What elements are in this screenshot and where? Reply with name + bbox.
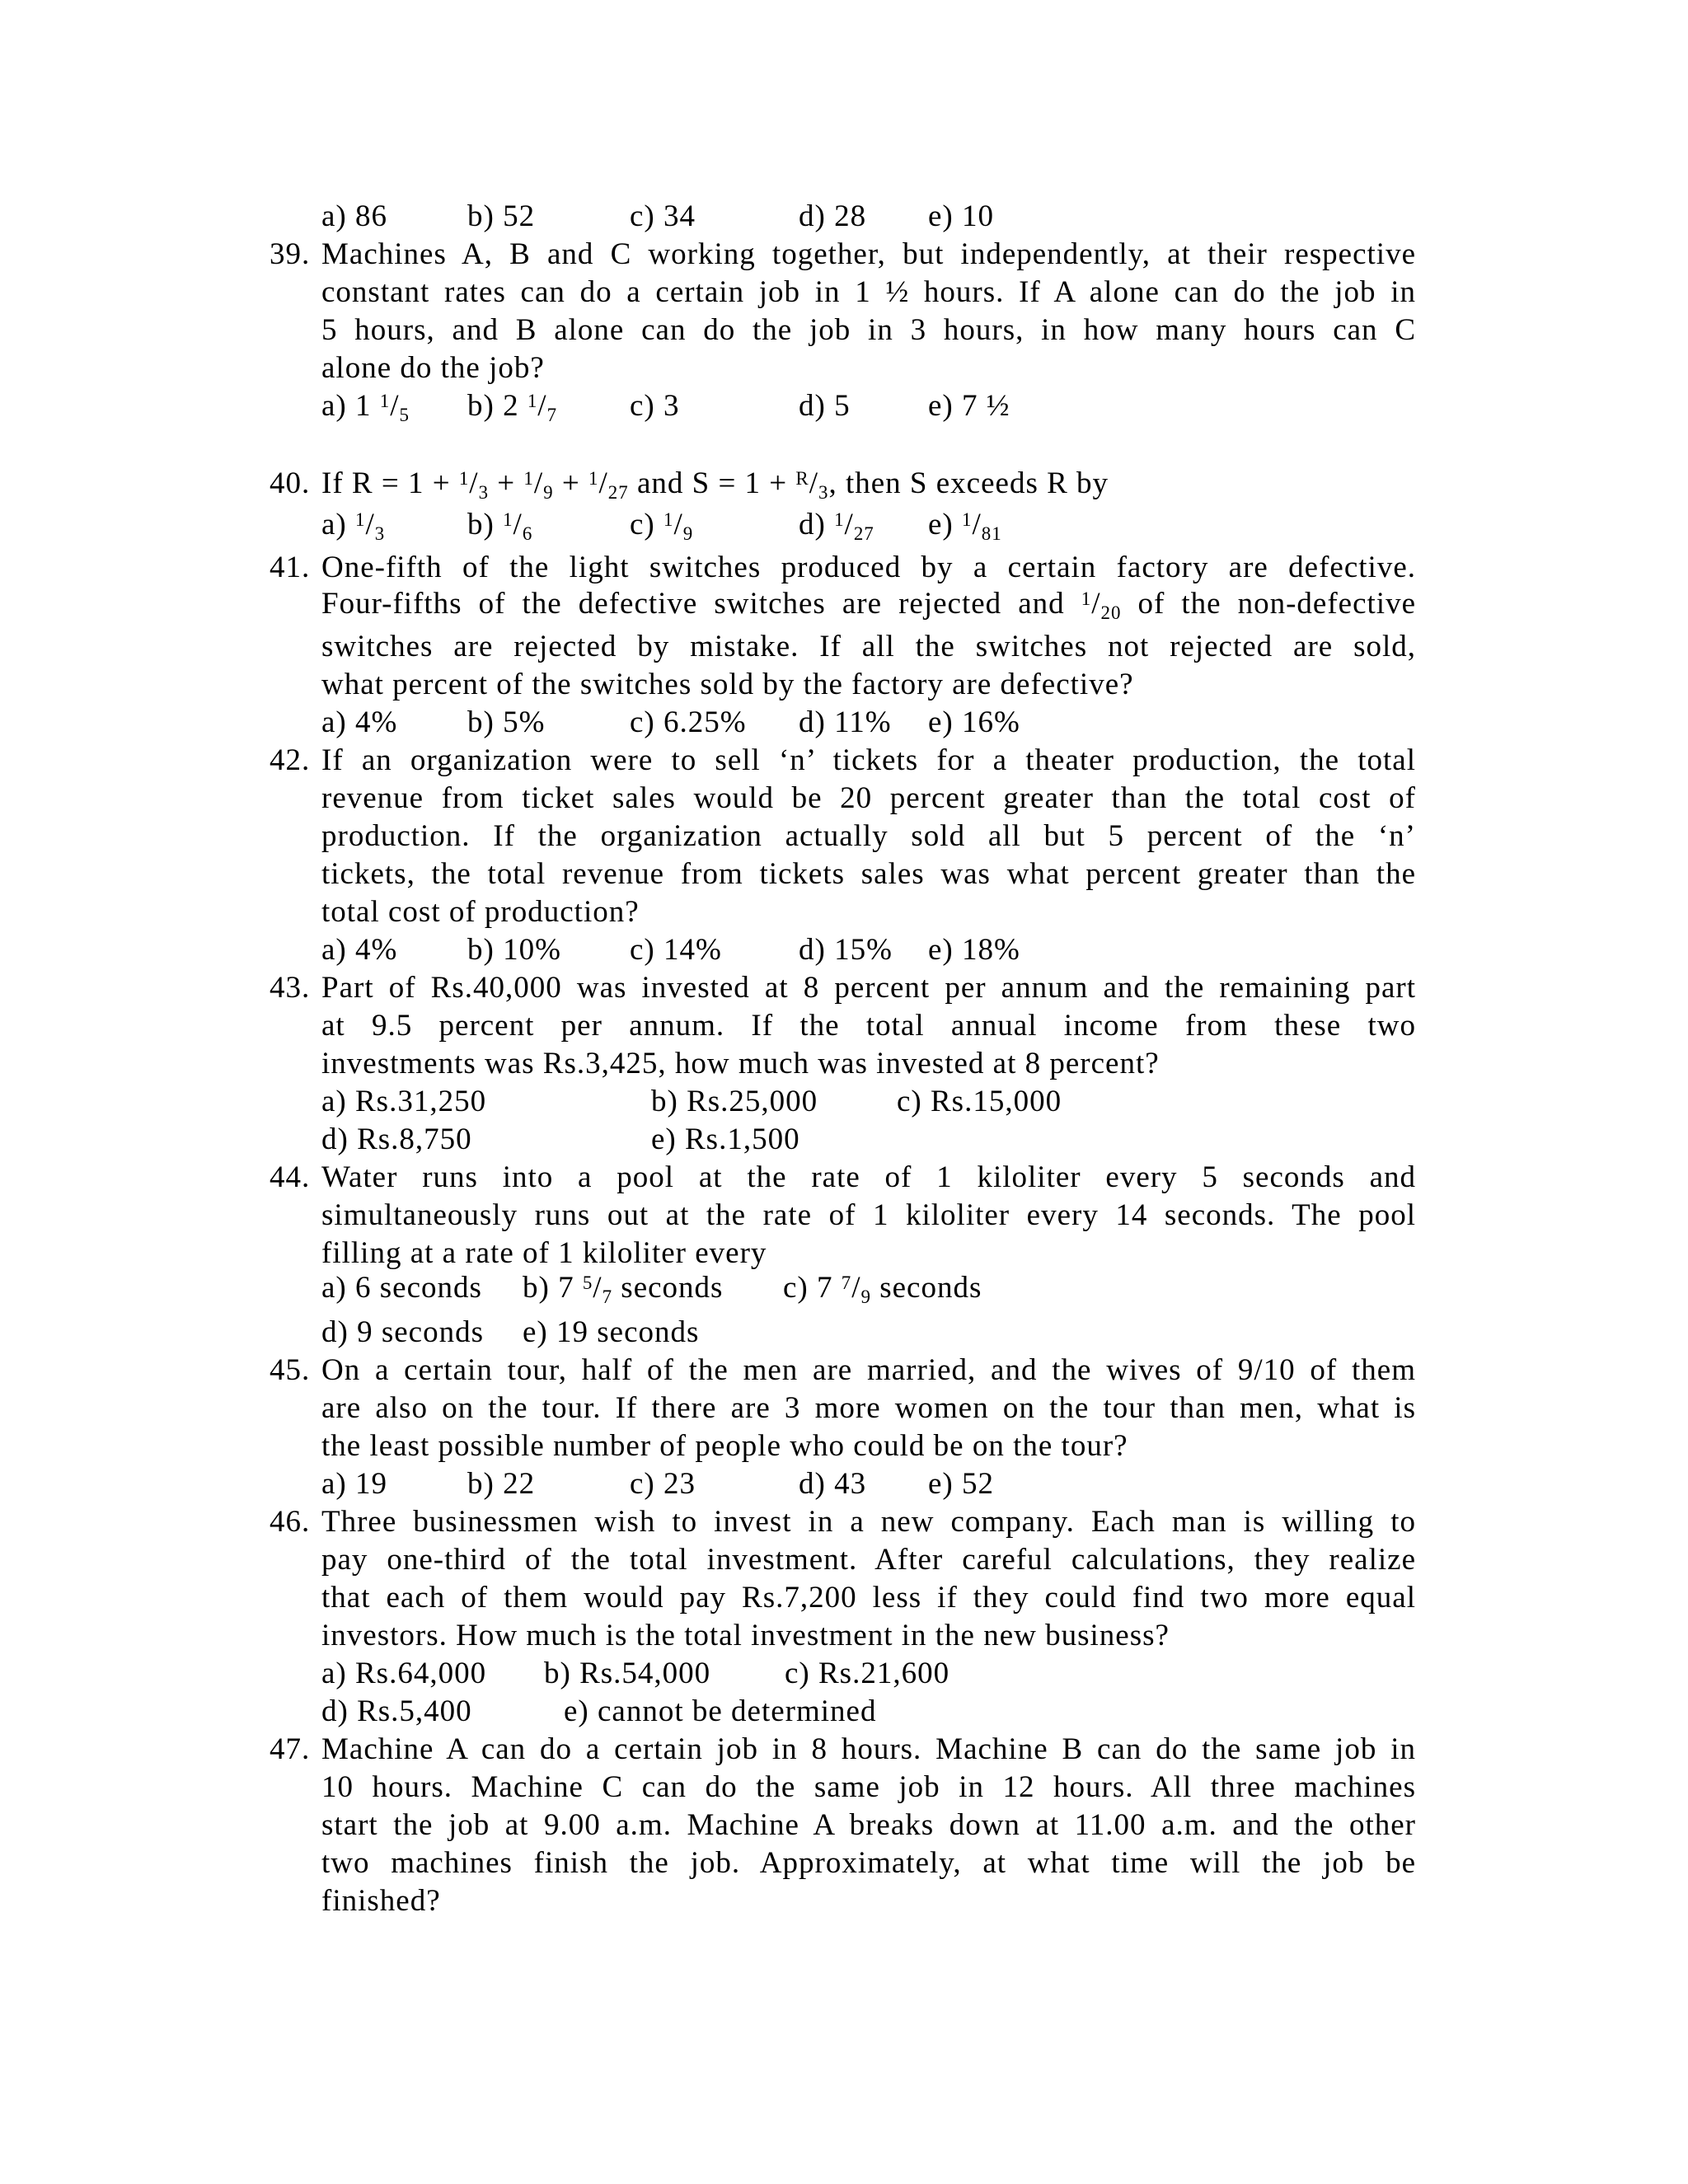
option-b: b) 7 $^5/_7$ seconds [523, 1271, 724, 1307]
option-b: b) 2 $^1/_7$ [467, 389, 558, 425]
question-text-line: pay one-third of the total investment. After careful calculations, they realize [321, 1543, 1416, 1577]
option-d: d) 15% [799, 933, 893, 967]
option-b: b) Rs.25,000 [651, 1085, 818, 1118]
question-text-line: constant rates can do a certain job in 1 ½ hours. If A alone can do the job in [321, 275, 1416, 309]
option-d: d) 9 seconds [321, 1315, 484, 1349]
question-text-line: investments was Rs.3,425, how much was invested at 8 percent? [321, 1047, 1160, 1080]
option-b: b) 5% [467, 705, 546, 739]
option-a: a) 4% [321, 933, 398, 967]
option-c: c) 7 $^7/_9$ seconds [783, 1271, 982, 1307]
option-d: d) 5 [799, 389, 851, 423]
question-text-line: finished? [321, 1884, 441, 1918]
option-c: c) Rs.21,600 [785, 1657, 950, 1690]
option-d: d) 11% [799, 705, 892, 739]
option-a: a) 19 [321, 1467, 387, 1501]
question-number: 43. [270, 971, 311, 1005]
question-number: 41. [270, 551, 311, 584]
option-a: a) $^1/_3$ [321, 508, 386, 544]
question-number: 44. [270, 1160, 311, 1194]
option-d: d) $^1/_{27}$ [799, 508, 874, 544]
question-text-line: 5 hours, and B alone can do the job in 3 hours, in how many hours can C [321, 313, 1416, 347]
option-e: e) cannot be determined [564, 1694, 877, 1728]
question-text-line: One-fifth of the light switches produced by a certain factory are defective. [321, 551, 1416, 584]
q38-option-d: d) 28 [799, 199, 867, 233]
question-number: 47. [270, 1732, 311, 1766]
question-text-line: total cost of production? [321, 895, 640, 929]
option-e: e) 52 [928, 1467, 994, 1501]
option-a: a) 4% [321, 705, 398, 739]
question-text-line: at 9.5 percent per annum. If the total annual income from these two [321, 1009, 1416, 1043]
question-text-line: If $R = 1 + ^1/_3 + ^1/_9 + ^1/_{27}$ and $S = 1 + ^R/_3$, then S exceeds R by [321, 466, 1109, 503]
question-text-line: two machines finish the job. Approximately, at what time will the job be [321, 1846, 1416, 1880]
question-number: 39. [270, 237, 311, 271]
question-text-line: On a certain tour, half of the men are married, and the wives of 9/10 of them [321, 1353, 1416, 1387]
question-text-line: simultaneously runs out at the rate of 1 kiloliter every 14 seconds. The pool [321, 1198, 1416, 1232]
option-d: d) 43 [799, 1467, 867, 1501]
option-e: e) 16% [928, 705, 1020, 739]
question-text-line: 10 hours. Machine C can do the same job in 12 hours. All three machines [321, 1770, 1416, 1804]
question-text-line: Machine A can do a certain job in 8 hours. Machine B can do the same job in [321, 1732, 1416, 1766]
option-c: c) 3 [630, 389, 680, 423]
option-b: b) 10% [467, 933, 561, 967]
question-number: 42. [270, 743, 311, 777]
option-e: e) $^1/_{81}$ [928, 508, 1002, 544]
option-b: b) $^1/_6$ [467, 508, 533, 544]
question-text-line: production. If the organization actually sold all but 5 percent of the ‘n’ [321, 819, 1416, 853]
option-a: a) 1 $^1/_5$ [321, 389, 410, 425]
question-text-line: alone do the job? [321, 351, 545, 385]
q38-option-e: e) 10 [928, 199, 994, 233]
question-text-line: switches are rejected by mistake. If all the switches not rejected are sold, [321, 630, 1416, 663]
question-number: 40. [270, 466, 311, 500]
option-e: e) 19 seconds [523, 1315, 700, 1349]
option-a: a) Rs.64,000 [321, 1657, 487, 1690]
question-text-line: that each of them would pay Rs.7,200 less if they could find two more equal [321, 1581, 1416, 1615]
option-e: e) Rs.1,500 [651, 1122, 800, 1156]
question-text-line: revenue from ticket sales would be 20 percent greater than the total cost of [321, 781, 1416, 815]
question-text-line: Part of Rs.40,000 was invested at 8 percent per annum and the remaining part [321, 971, 1416, 1005]
question-text-line: Machines A, B and C working together, but independently, at their respective [321, 237, 1416, 271]
option-a: a) Rs.31,250 [321, 1085, 487, 1118]
option-d: d) Rs.8,750 [321, 1122, 472, 1156]
question-number: 45. [270, 1353, 311, 1387]
question-text-line: what percent of the switches sold by the factory are defective? [321, 668, 1134, 701]
question-text-line: investors. How much is the total investment in the new business? [321, 1619, 1170, 1652]
option-c: c) 6.25% [630, 705, 747, 739]
question-text-line: If an organization were to sell ‘n’ tickets for a theater production, the total [321, 743, 1416, 777]
option-c: c) Rs.15,000 [897, 1085, 1062, 1118]
question-text-line: filling at a rate of 1 kiloliter every [321, 1236, 767, 1270]
option-e: e) 18% [928, 933, 1020, 967]
q38-option-b: b) 52 [467, 199, 536, 233]
question-text-line: Four-fifths of the defective switches are rejected and $^1/_{20}$ of the non-defective [321, 587, 1416, 623]
option-c: c) $^1/_9$ [630, 508, 694, 544]
question-number: 46. [270, 1505, 311, 1539]
option-b: b) Rs.54,000 [544, 1657, 711, 1690]
option-b: b) 22 [467, 1467, 536, 1501]
option-e: e) 7 ½ [928, 389, 1010, 423]
option-a: a) 6 seconds [321, 1271, 482, 1305]
q38-option-c: c) 34 [630, 199, 696, 233]
option-d: d) Rs.5,400 [321, 1694, 472, 1728]
option-c: c) 14% [630, 933, 722, 967]
question-text-line: Water runs into a pool at the rate of 1 kiloliter every 5 seconds and [321, 1160, 1416, 1194]
question-text-line: start the job at 9.00 a.m. Machine A breaks down at 11.00 a.m. and the other [321, 1808, 1416, 1842]
q38-option-a: a) 86 [321, 199, 387, 233]
question-text-line: are also on the tour. If there are 3 more women on the tour than men, what is [321, 1391, 1416, 1425]
question-text-line: the least possible number of people who could be on the tour? [321, 1429, 1128, 1463]
question-text-line: Three businessmen wish to invest in a new company. Each man is willing to [321, 1505, 1416, 1539]
option-c: c) 23 [630, 1467, 696, 1501]
question-text-line: tickets, the total revenue from tickets sales was what percent greater than the [321, 857, 1416, 891]
